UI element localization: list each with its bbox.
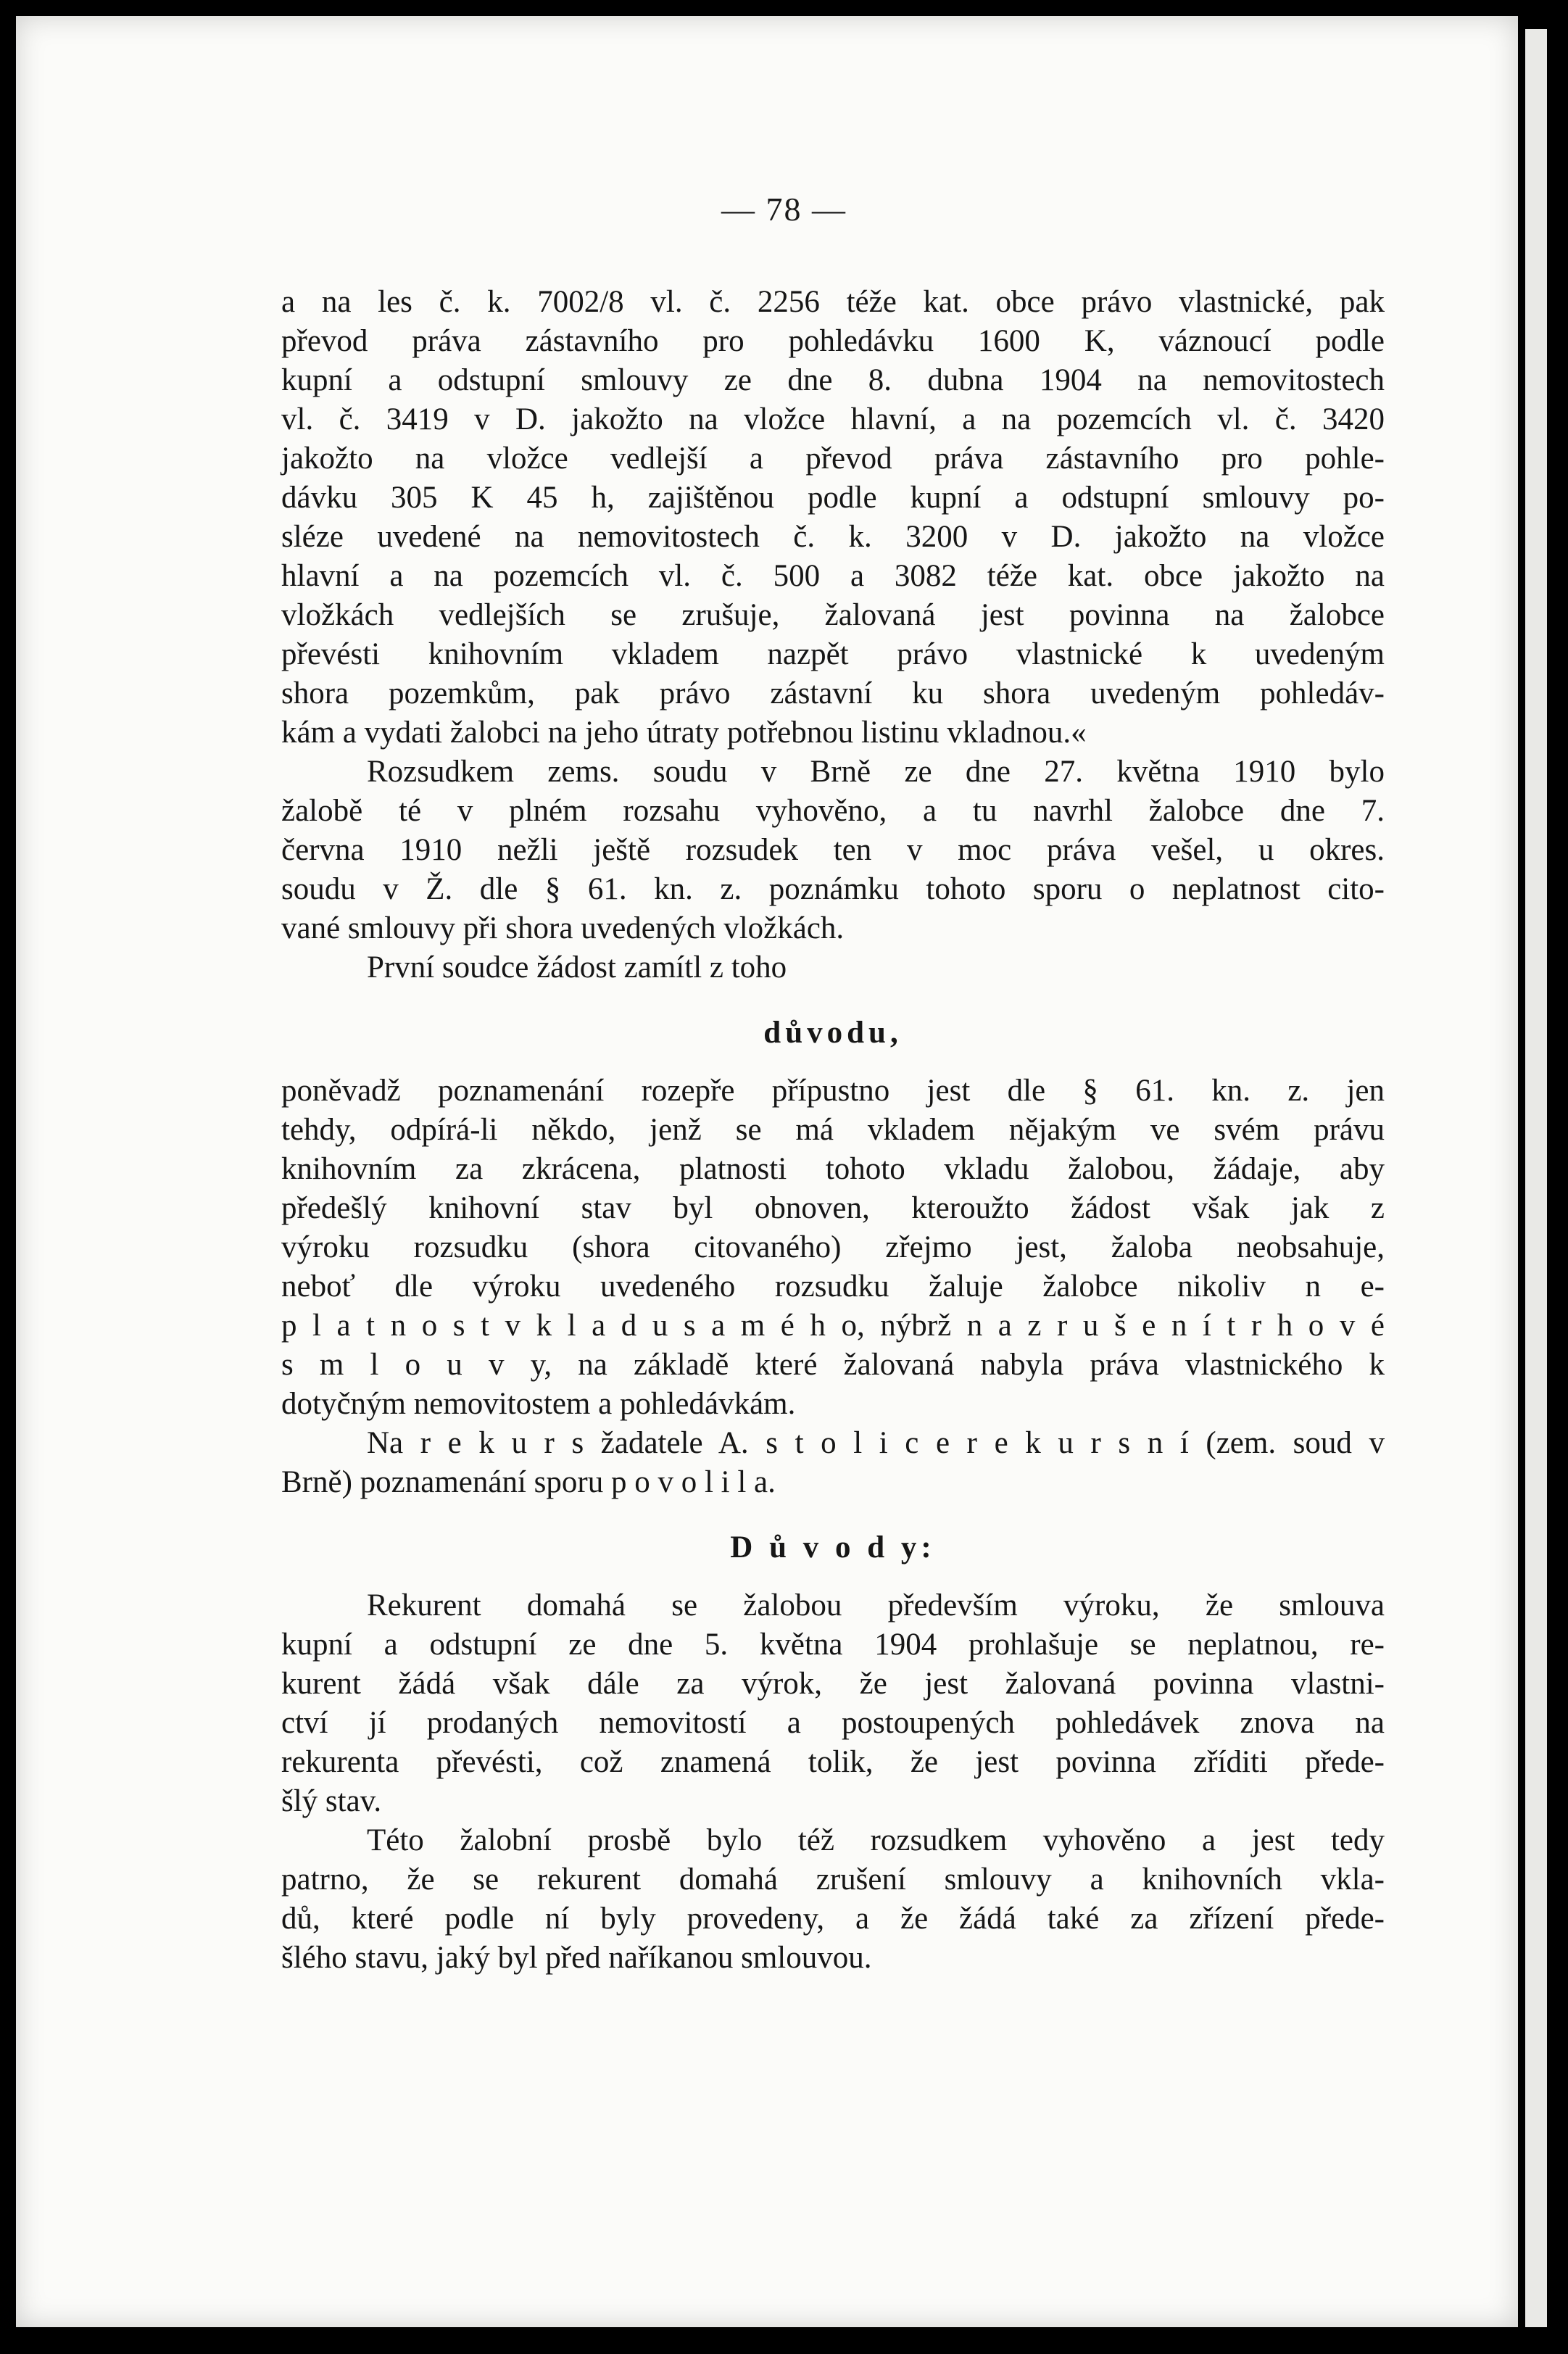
text-line: vl. č. 3419 v D. jakožto na vložce hlavní, a na pozemcích vl. č. 3420 [281,402,1385,436]
text-line: soudu v Ž. dle § 61. kn. z. poznámku tohoto sporu o neplatnost cito- [281,872,1385,906]
text-line: ctví jí prodaných nemovitostí a postoupených pohledávek znova na [281,1706,1385,1740]
text-line: převod práva zástavního pro pohledávku 1600 K, váznoucí podle [281,324,1385,358]
text-line: výroku rozsudku (shora citovaného) zřejmo jest, žaloba neobsahuje, [281,1230,1385,1264]
text-line: převésti knihovním vkladem nazpět právo vlastnické k uvedeným [281,637,1385,671]
text-line: dů, které podle ní byly provedeny, a že žádá také za zřízení přede- [281,1902,1385,1936]
text-line: června 1910 nežli ještě rozsudek ten v moc práva vešel, u okres. [281,833,1385,867]
text-line: dotyčným nemovitostem a pohledávkám. [281,1387,796,1421]
text-line: Rozsudkem zems. soudu v Brně ze dne 27. května 1910 bylo [367,755,1385,789]
text-line: Této žalobní prosbě bylo též rozsudkem vyhověno a jest tedy [367,1823,1385,1857]
paragraph-2 [281,753,1385,948]
paragraph-3 [281,948,1385,987]
text-line: a na les č. k. 7002/8 vl. č. 2256 téže kat. obce právo vlastnické, pak [281,285,1385,319]
text-line: poněvadž poznamenání rozepře přípustno jest dle § 61. kn. z. jen [281,1074,1385,1108]
text-line: Rekurent domahá se žalobou především výroku, že smlouva [367,1588,1385,1622]
document-body [281,283,1385,1978]
page-number: — 78 — [721,191,847,228]
text-line: vložkách vedlejších se zrušuje, žalovaná jest povinna na žalobce [281,598,1385,632]
text-line: tehdy, odpírá-li někdo, jenž se má vkladem nějakým ve svém právu [281,1113,1385,1147]
text-line: knihovním za zkrácena, platnosti tohoto vkladu žalobou, žádaje, aby [281,1152,1385,1186]
text-line: Brně) poznamenání sporu p o v o l i l a. [281,1465,776,1499]
text-line: sléze uvedené na nemovitostech č. k. 3200 v D. jakožto na vložce [281,520,1385,554]
text-line: Na r e k u r s žadatele A. s t o l i c e r e k u r s n í (zem. soud v [367,1426,1385,1460]
paragraph-7 [281,1821,1385,1978]
text-line: dávku 305 K 45 h, zajištěnou podle kupní a odstupní smlouvy po- [281,481,1385,515]
text-line: šlého stavu, jaký byl před naříkanou smlouvou. [281,1941,872,1975]
text-line: kupní a odstupní smlouvy ze dne 8. dubna 1904 na nemovitostech [281,363,1385,397]
text-line: vané smlouvy při shora uvedených vložkách. [281,911,845,945]
text-line: rekurenta převésti, což znamená tolik, že jest povinna zříditi přede- [281,1745,1385,1779]
text-line: žalobě té v plném rozsahu vyhověno, a tu navrhl žalobce dne 7. [281,794,1385,828]
paragraph-6 [281,1586,1385,1821]
paragraph-4 [281,1072,1385,1424]
section-heading-duvodu: důvodu, [763,1016,903,1050]
text-line: p l a t n o s t v k l a d u s a m é h o, nýbrž n a z r u š e n í t r h o v é [281,1309,1385,1343]
text-line: s m l o u v y, na základě které žalovaná nabyla práva vlastnického k [281,1348,1385,1382]
page-edge-strip [1525,29,1547,2327]
paragraph-1 [281,283,1385,753]
text-line: patrno, že se rekurent domahá zrušení smlouvy a knihovních vkla- [281,1862,1385,1897]
text-line: šlý stav. [281,1784,382,1818]
text-line: kurent žádá však dále za výrok, že jest žalovaná povinna vlastni- [281,1667,1385,1701]
text-line: kupní a odstupní ze dne 5. května 1904 prohlašuje se neplatnou, re- [281,1628,1385,1662]
text-line: jakožto na vložce vedlejší a převod práva zástavního pro pohle- [281,442,1385,476]
text-line: hlavní a na pozemcích vl. č. 500 a 3082 téže kat. obce jakožto na [281,559,1385,593]
text-line: shora pozemkům, pak právo zástavní ku shora uvedeným pohledáv- [281,676,1385,710]
paragraph-5 [281,1424,1385,1502]
text-line: kám a vydati žalobci na jeho útraty potřebnou listinu vkladnou.« [281,716,1087,750]
text-line: neboť dle výroku uvedeného rozsudku žaluje žalobce nikoliv n e- [281,1269,1385,1304]
section-heading-duvody: D ů v o d y: [730,1530,936,1565]
text-line: První soudce žádost zamítl z toho [367,950,787,985]
text-line: předešlý knihovní stav byl obnoven, kteroužto žádost však jak z [281,1191,1385,1225]
